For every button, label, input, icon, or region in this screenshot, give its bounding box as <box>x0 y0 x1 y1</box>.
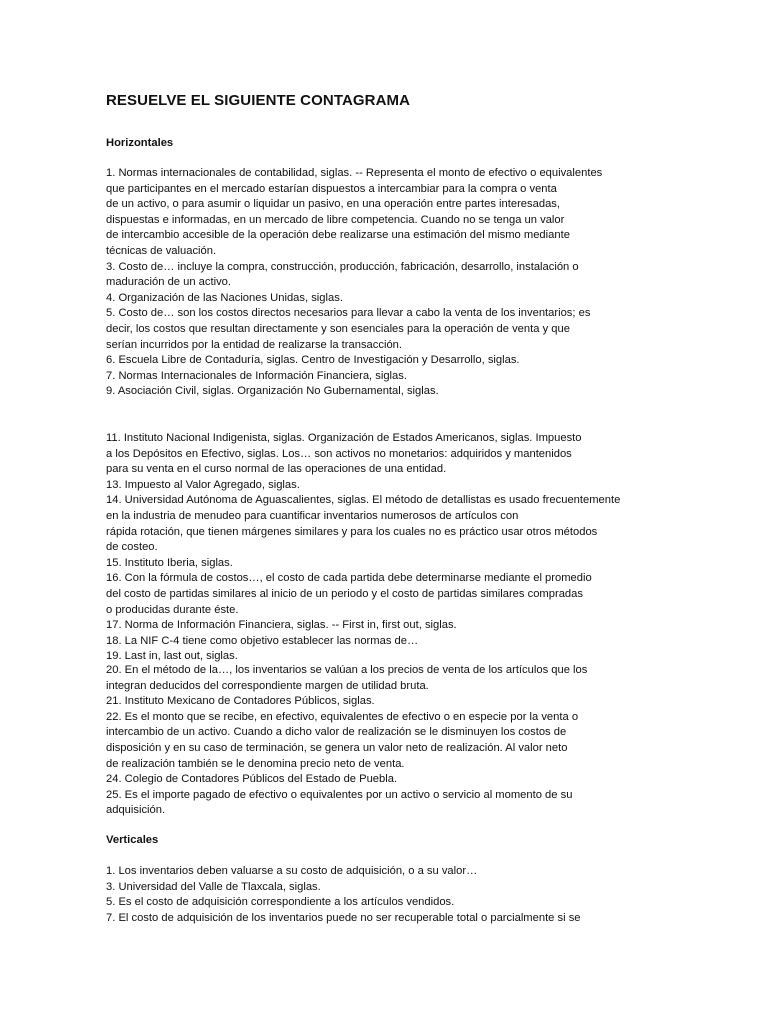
clue-line: 5. Es el costo de adquisición correspondiente a los artículos vendidos. <box>106 896 455 909</box>
clue-line: de un activo, o para asumir o liquidar un pasivo, en una operación entre partes interesadas, <box>106 198 560 211</box>
clue-line: 3. Costo de… incluye la compra, construcción, producción, fabricación, desarrollo, instalación o <box>106 260 579 273</box>
clue-line: 21. Instituto Mexicano de Contadores Públicos, siglas. <box>106 695 375 708</box>
clue-line: decir, los costos que resultan directamente y son esenciales para la operación de venta y que <box>106 322 570 335</box>
clue-line: 19. Last in, last out, siglas. <box>106 650 238 663</box>
clue-line: 24. Colegio de Contadores Públicos del Estado de Puebla. <box>106 773 398 786</box>
clue-line: 4. Organización de las Naciones Unidas, siglas. <box>106 291 343 304</box>
clue-line: 1. Los inventarios deben valuarse a su costo de adquisición, o a su valor… <box>106 865 478 877</box>
clue-line: intercambio de un activo. Cuando a dicho valor de realización se le disminuyen los costos de <box>106 726 567 739</box>
document-title: RESUELVE EL SIGUIENTE CONTAGRAMA <box>106 92 411 109</box>
horizontal-clues-group-3 <box>106 663 746 819</box>
clue-line: 22. Es el monto que se recibe, en efectivo, equivalentes de efectivo o en especie por la venta o <box>106 710 579 723</box>
clue-line: rápida rotación, que tienen márgenes similares y para los cuales no es práctico usar otros métodos <box>106 525 598 538</box>
clue-line: 20. En el método de la…, los inventarios se valúan a los precios de venta de los artículos que los <box>106 664 588 676</box>
clue-line: en la industria de menudeo para cuantificar inventarios numerosos de artículos con <box>106 509 519 522</box>
clue-line: adquisición. <box>106 804 166 817</box>
clue-line: maduración de un activo. <box>106 276 232 289</box>
clue-line: disposición y en su caso de terminación, se genera un valor neto de realización. Al valor neto <box>106 741 568 754</box>
clue-line: del costo de partidas similares al inicio de un periodo y el costo de partidas similares compradas <box>106 587 583 600</box>
clue-line: 9. Asociación Civil, siglas. Organización No Gubernamental, siglas. <box>106 385 439 398</box>
clue-line: 25. Es el importe pagado de efectivo o equivalentes por un activo o servicio al momento de su <box>106 788 573 801</box>
clue-line: 13. Impuesto al Valor Agregado, siglas. <box>106 478 300 491</box>
clue-line: serían incurridos por la entidad de realizarse la transacción. <box>106 338 403 351</box>
section-heading-horizontales: Horizontales <box>106 137 174 149</box>
clue-line: 7. El costo de adquisición de los inventarios puede no ser recuperable total o parcialmente si se <box>106 911 581 924</box>
horizontal-clues-group-1 <box>106 166 746 400</box>
clue-line: integran deducidos del correspondiente margen de utilidad bruta. <box>106 679 429 692</box>
vertical-clues-group-1 <box>106 864 746 926</box>
section-heading-verticales: Verticales <box>106 834 159 846</box>
clue-line: 3. Universidad del Valle de Tlaxcala, siglas. <box>106 880 321 893</box>
clue-line: que participantes en el mercado estarían dispuestos a intercambiar para la compra o venta <box>106 182 557 195</box>
clue-line: 7. Normas Internacionales de Información Financiera, siglas. <box>106 369 407 382</box>
clue-line: 14. Universidad Autónoma de Aguascalientes, siglas. El método de detallistas es usado frecuentemente <box>106 494 621 507</box>
clue-line: 17. Norma de Información Financiera, siglas. -- First in, first out, siglas. <box>106 619 457 632</box>
clue-line: de intercambio accesible de la operación debe realizarse una estimación del mismo mediante <box>106 229 570 242</box>
clue-line: 11. Instituto Nacional Indigenista, siglas. Organización de Estados Americanos, siglas. Impuesto <box>106 432 582 444</box>
clue-line: 15. Instituto Iberia, siglas. <box>106 556 233 569</box>
clue-line: dispuestas e informadas, en un mercado de libre competencia. Cuando no se tenga un valor <box>106 213 565 226</box>
clue-line: técnicas de valuación. <box>106 244 217 257</box>
clue-line: para su venta en el curso normal de las operaciones de una entidad. <box>106 463 447 476</box>
clue-line: 18. La NIF C-4 tiene como objetivo establecer las normas de… <box>106 634 419 647</box>
clue-line: 16. Con la fórmula de costos…, el costo de cada partida debe determinarse mediante el promedio <box>106 572 592 585</box>
clue-line: 5. Costo de… son los costos directos necesarios para llevar a cabo la venta de los inventarios; es <box>106 307 591 320</box>
horizontal-clues-group-2 <box>106 431 746 665</box>
clue-line: a los Depósitos en Efectivo, siglas. Los… son activos no monetarios: adquiridos y mantenidos <box>106 447 572 460</box>
clue-line: de costeo. <box>106 541 158 554</box>
clue-line: de realización también se le denomina precio neto de venta. <box>106 757 405 770</box>
clue-line: 6. Escuela Libre de Contaduría, siglas. Centro de Investigación y Desarrollo, siglas. <box>106 354 520 367</box>
clue-line: 1. Normas internacionales de contabilidad, siglas. -- Representa el monto de efectivo o equivalentes <box>106 167 603 179</box>
clue-line: o producidas durante éste. <box>106 603 239 616</box>
